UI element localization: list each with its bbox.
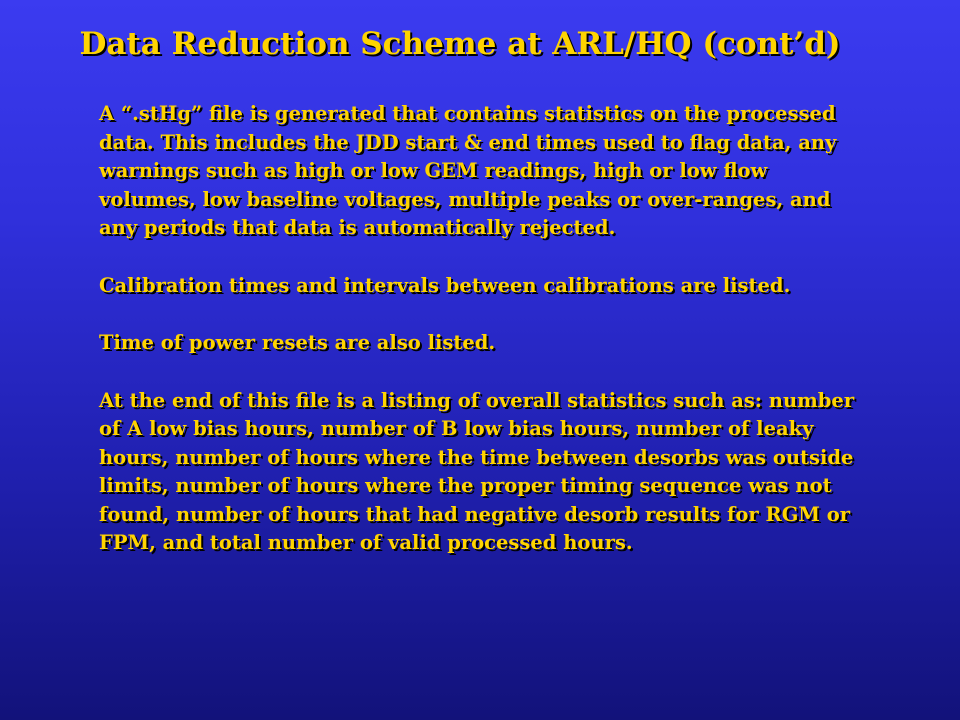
text-line: limits, number of hours where the proper timing sequence was not — [99, 474, 832, 497]
text-line: hours, number of hours where the time between desorbs was outside — [99, 445, 854, 469]
text-line: warnings such as high or low GEM readings, high or low flow — [99, 159, 768, 182]
text-line: found, number of hours that had negative desorb results for RGM or — [99, 502, 850, 526]
text-line: At the end of this file is a listing of overall statistics such as: number — [99, 388, 855, 412]
paragraph-sthg-file — [99, 100, 889, 243]
text-line: Time of power resets are also listed. — [99, 331, 496, 354]
paragraph-overall-statistics — [99, 387, 889, 558]
text-line: FPM, and total number of valid processed hours. — [99, 531, 633, 554]
text-line: volumes, low baseline voltages, multiple peaks or over-ranges, and — [99, 187, 831, 211]
paragraph-spacer — [99, 300, 889, 329]
paragraph-spacer — [99, 243, 889, 272]
paragraph-power-resets — [99, 329, 889, 358]
text-line: any periods that data is automatically rejected. — [99, 216, 616, 239]
paragraph-calibration — [99, 272, 889, 301]
text-line: A “.stHg” file is generated that contains statistics on the processed — [99, 102, 836, 125]
paragraph-spacer — [99, 358, 889, 387]
text-line: Calibration times and intervals between calibrations are listed. — [99, 273, 791, 297]
slide-body — [99, 100, 889, 558]
text-line: of A low bias hours, number of B low bias hours, number of leaky — [99, 417, 814, 440]
text-line: data. This includes the JDD start & end times used to flag data, any — [99, 130, 837, 154]
slide-title: Data Reduction Scheme at ARL/HQ (cont’d) — [79, 26, 841, 62]
